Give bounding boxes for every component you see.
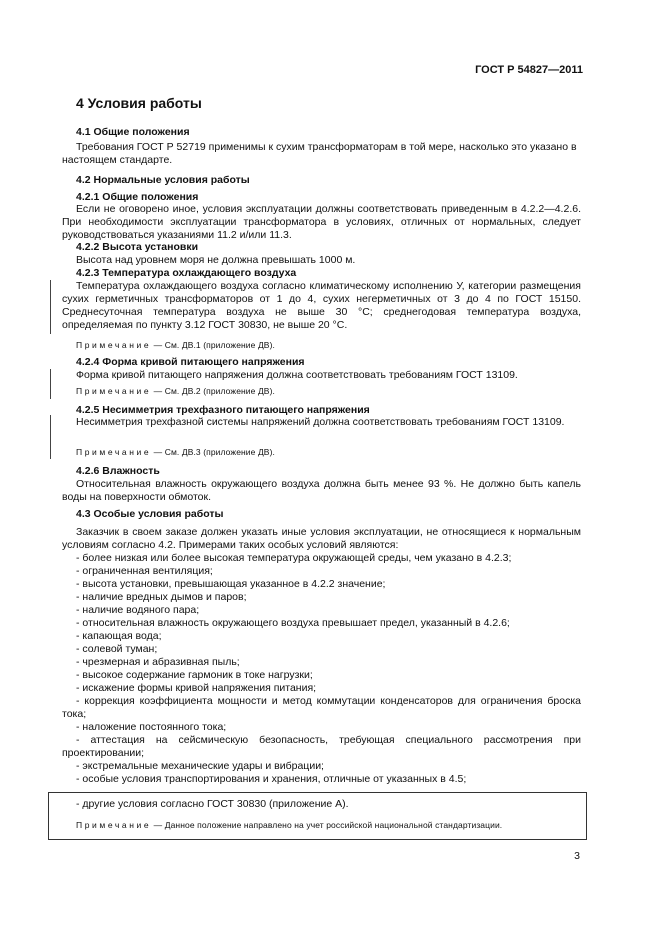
list-item: - коррекция коэффициента мощности и метод коммутации конденсаторов для ограничения броска тока; [62,695,581,720]
note-text: — См. ДВ.3 (приложение ДВ). [151,447,275,457]
subsection-title-4-2-4: 4.2.4 Форма кривой питающего напряжения [76,356,305,368]
change-bar [50,369,51,399]
paragraph-4-2-2: Высота над уровнем моря не должна превышать 1000 м. [76,254,356,266]
change-bar [50,280,51,334]
note-label: Примечание [76,447,152,457]
list-item: - солевой туман; [76,643,158,655]
box-note [76,820,502,830]
list-item: - высота установки, превышающая указанное в 4.2.2 значение; [76,578,386,590]
subsection-title-4-2-6: 4.2.6 Влажность [76,465,160,477]
list-item: - относительная влажность окружающего воздуха превышает предел, указанный в 4.2.6; [76,617,510,629]
list-item: - экстремальные механические удары и вибрации; [76,760,324,772]
subsection-title-4-2-3: 4.2.3 Температура охлаждающего воздуха [76,267,297,279]
note-label: Примечание [76,386,152,396]
subsection-title-4-2-2: 4.2.2 Высота установки [76,241,199,253]
paragraph-4-2-3: Температура охлаждающего воздуха согласно климатическому исполнению У, категории размещения сухих герметичных трансформаторов от 1 до 4, сухих негерметичных от 3 до 4 по ГОСТ 15150. Среднесуточная температура воздуха не выше 30 °С; среднегодовая температура воздуха, определяемая по пункту 3.12 ГОСТ 30830, не выше 20 °С. [62,280,581,331]
note-text: — Данное положение направлено на учет российской национальной стандартизации. [151,820,503,830]
subsection-title-4-2-5: 4.2.5 Несимметрия трехфазного питающего напряжения [76,404,370,416]
paragraph-4-2-6: Относительная влажность окружающего воздуха должна быть менее 93 %. Не должно быть капель воды на поверхности обмоток. [62,478,581,503]
subsection-title-4-1: 4.1 Общие положения [76,126,190,138]
page-number: 3 [574,850,580,862]
change-bar [50,415,51,459]
note-4-2-5 [76,447,275,457]
list-item: - ограниченная вентиляция; [76,565,213,577]
list-item: - особые условия транспортирования и хранения, отличные от указанных в 4.5; [76,773,467,785]
list-item: - наличие вредных дымов и паров; [76,591,247,603]
paragraph-4-1: Требования ГОСТ Р 52719 применимы к сухим трансформаторам в той мере, насколько это указано в настоящем стандарте. [62,141,577,166]
list-item: - капающая вода; [76,630,162,642]
list-item: - аттестация на сейсмическую безопасность, требующая специального рассмотрения при проектировании; [62,734,581,759]
section-title: 4 Условия работы [76,95,202,111]
list-item: - наличие водяного пара; [76,604,200,616]
list-item: - более низкая или более высокая температура окружающей среды, чем указано в 4.2.3; [76,552,512,564]
boxed-list-item: - другие условия согласно ГОСТ 30830 (приложение А). [76,798,349,810]
paragraph-4-2-1: Если не оговорено иное, условия эксплуатации должны соответствовать приведенным в 4.2.2—4.2.6. При необходимости эксплуатации трансформатора в условиях, отличных от нормальных, следует руководствоваться указаниями 11.2 и/или 11.3. [62,203,581,241]
standard-header: ГОСТ Р 54827—2011 [475,64,583,76]
subsection-title-4-3: 4.3 Особые условия работы [76,508,224,520]
note-text: — См. ДВ.1 (приложение ДВ). [151,340,275,350]
note-label: Примечание [76,340,152,350]
paragraph-4-2-5: Несимметрия трехфазной системы напряжений должна соответствовать требованиям ГОСТ 13109. [76,416,565,428]
list-item: - наложение постоянного тока; [76,721,227,733]
list-item: - чрезмерная и абразивная пыль; [76,656,240,668]
note-4-2-3 [76,340,275,350]
subsection-title-4-2: 4.2 Нормальные условия работы [76,174,250,186]
subsection-title-4-2-1: 4.2.1 Общие положения [76,191,199,203]
paragraph-4-2-4: Форма кривой питающего напряжения должна соответствовать требованиям ГОСТ 13109. [76,369,518,381]
list-item: - высокое содержание гармоник в токе нагрузки; [76,669,313,681]
note-label: Примечание [76,820,152,830]
paragraph-4-3-intro: Заказчик в своем заказе должен указать иные условия эксплуатации, не относящиеся к нормальным условиям согласно 4.2. Примерами таких особых условий являются: [62,526,581,551]
note-text: — См. ДВ.2 (приложение ДВ). [151,386,275,396]
note-4-2-4 [76,386,275,396]
list-item: - искажение формы кривой напряжения питания; [76,682,317,694]
